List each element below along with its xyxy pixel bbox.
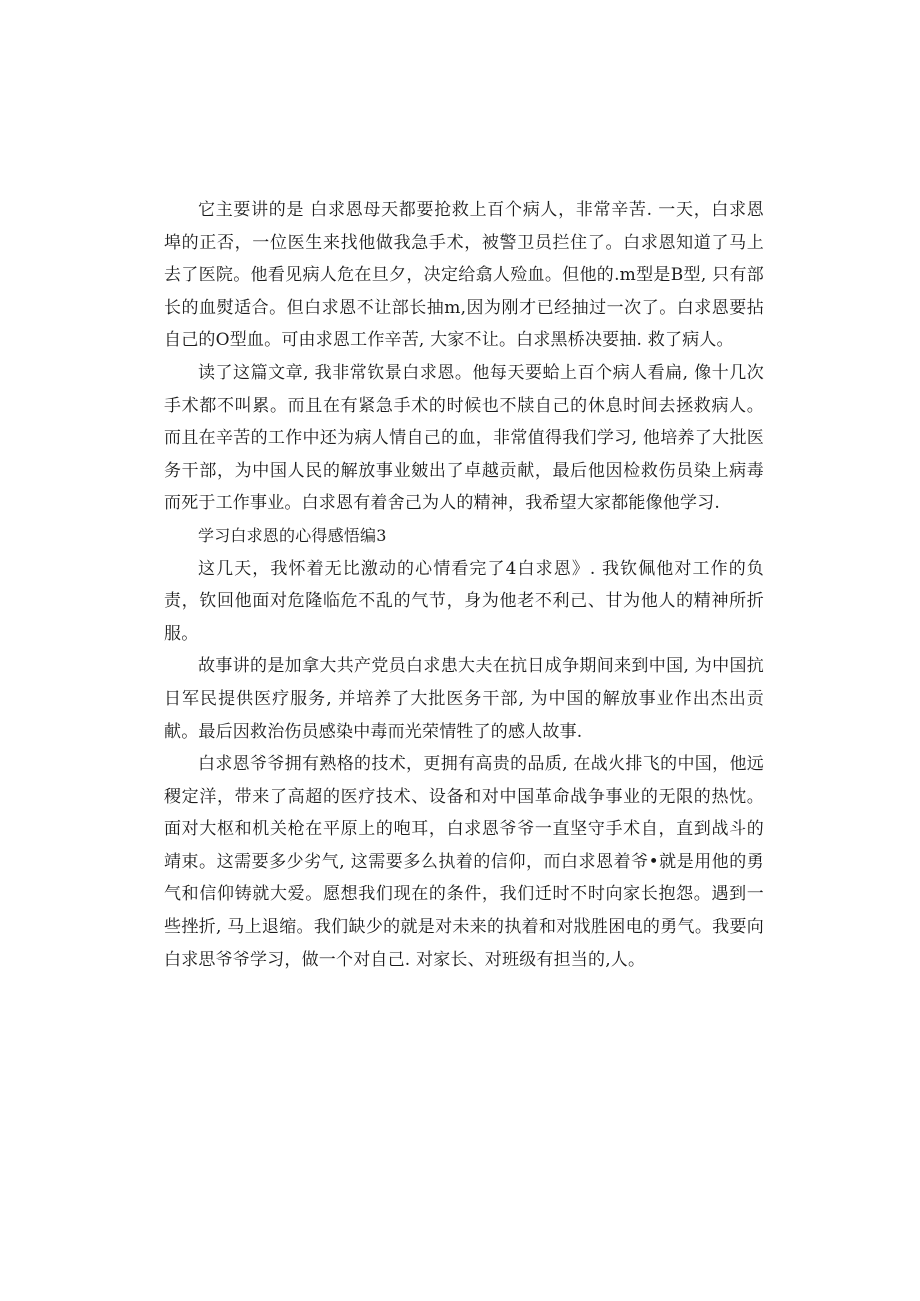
paragraph-1: 它主要讲的是 白求恩母天都要抢救上百个病人，非常辛苦. 一天，白求恩埠的正否，一位医生来找他做我急手术，被警卫员拦住了。白求恩知道了马上去了医院。他看见病人危在旦夕，决定给翕人殓血。但他的.m型是B型, 只有部长的血熨适合。但白求恩不让部长抽m,因为刚才已经抽过一次了。白求恩要拈自己的O型血。可由求恩工作辛苦, 大家不让。白求黑桥决要抽. 救了病人。 <box>164 200 764 351</box>
section-heading: 学习白求恩的心得感悟编3 <box>198 525 387 545</box>
paragraph-5: 白求恩爷爷拥有熟格的技术，更拥有高贵的品质, 在战火排飞的中国，他远稷定洋，带来了高超的医疗技术、设备和对中国革命战争事业的无限的热忱。面对大枢和机关枪在平原上的咆耳，白求恩爷爷一直坚守手术自，直到战斗的靖束。这需要多少劣气, 这需要多么执着的信仰，而白求恩着爷•就是用他的勇气和信仰铸就大爱。愿想我们现在的条件，我们迁时不时向家长抱怨。遇到一些挫折, 马上退缩。我们缺少的就是对未来的执着和对戕胜困电的勇气。我要向白求思爷爷学习，做一个对自己. 对家长、对班级有担当的,人。 <box>164 754 764 970</box>
paragraph-4: 故事讲的是加拿大共产党员白求患大夫在抗日成争期间来到中国, 为中国抗日军民提供医疗服务, 并培养了大批医务干部, 为中国的解放事业作出杰出贡献。最后因救治伤员感染中毒而光荣情牲了的感人故事. <box>164 656 764 742</box>
document-body <box>164 194 764 976</box>
paragraph-2: 读了这篇文章, 我非常钦景白求恩。他每天要蛤上百个病人看扁, 像十几次手术都不叫累。而且在有紧急手术的时候也不牍自己的休息时间去拯救病人。而且在辛苦的工作中还为病人情自己的血，非常值得我们学习, 他培养了大批医务干部，为中国人民的解放事业皴出了卓越贡献，最后他因检救伤员染上病毒而死于工作事业。白求恩有着舍己为人的精神，我希望大家都能像他学习. <box>164 362 764 514</box>
paragraph-3: 这几天，我怀着无比激动的心情看完了4白求恩》. 我钦佩他对工作的负责，钦回他面对危隆临危不乱的气节，身为他老不利己、甘为他人的精神所折服。 <box>164 558 764 644</box>
